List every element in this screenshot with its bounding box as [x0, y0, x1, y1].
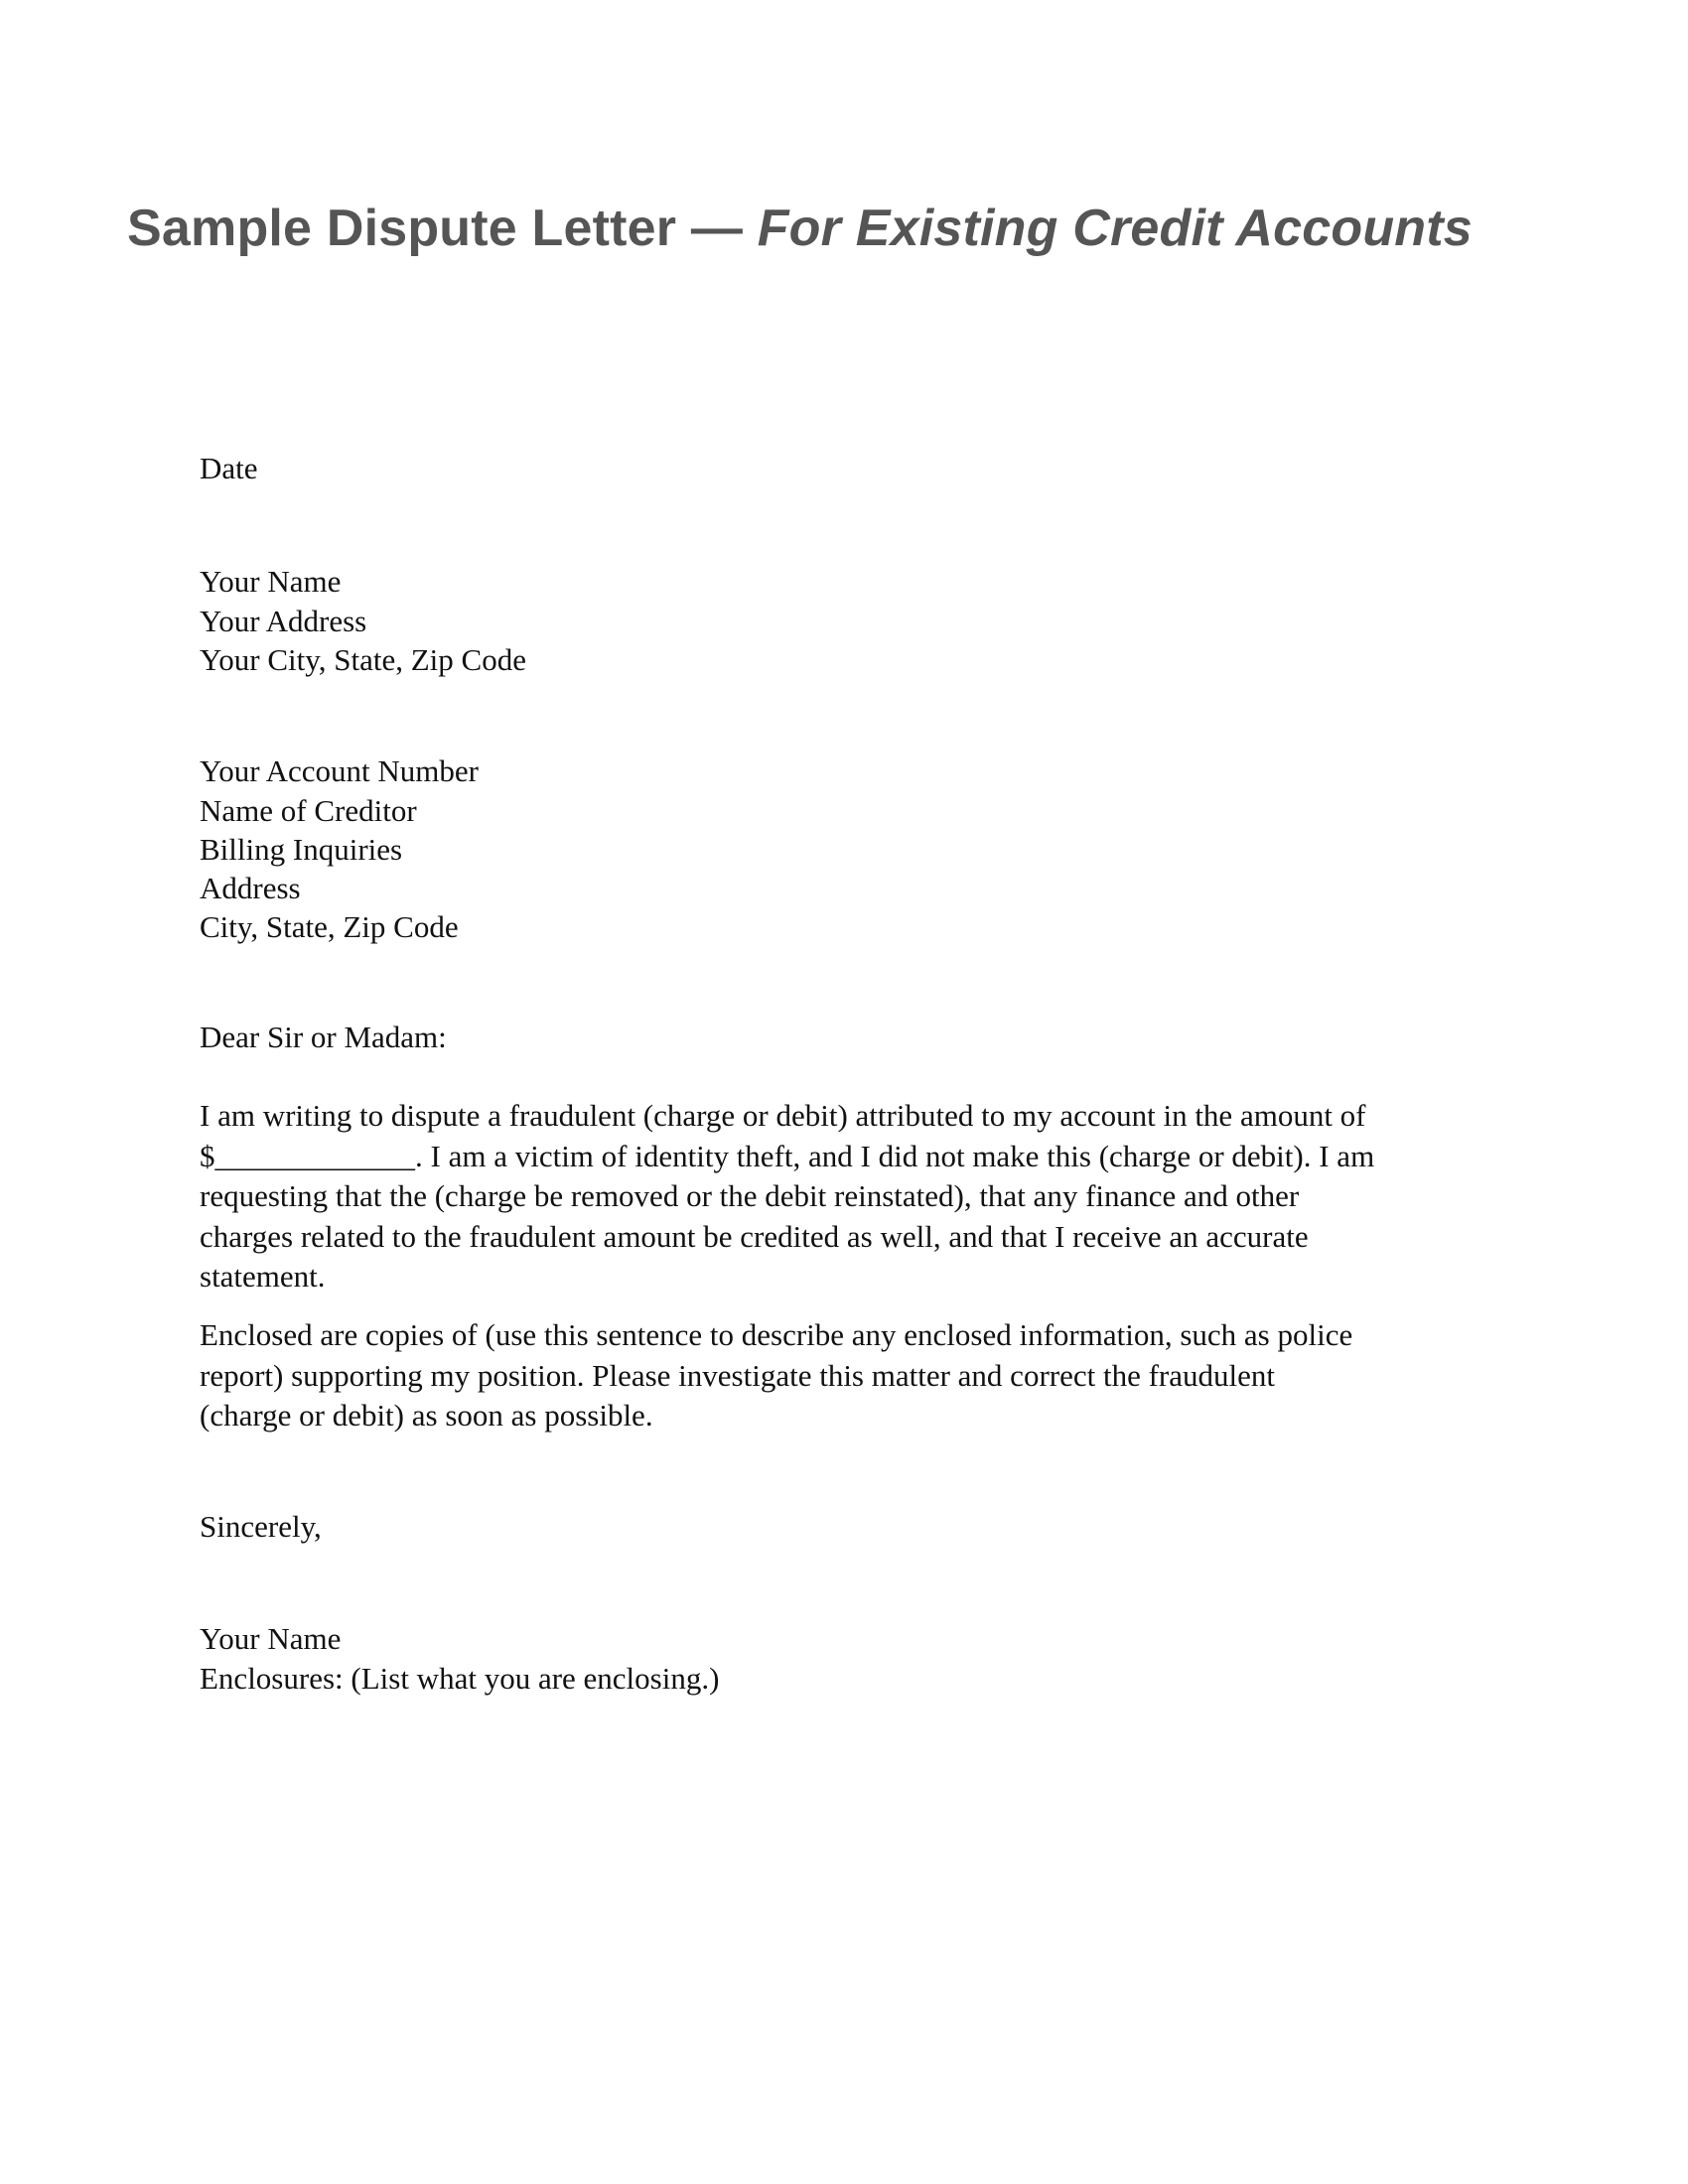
creditor-department: Billing Inquiries — [200, 832, 403, 867]
paragraph-line: I am writing to dispute a fraudulent (charge or debit) attributed to my account in the amount of — [200, 1098, 1366, 1133]
signature-name: Your Name — [200, 1621, 342, 1656]
title-main: Sample Dispute Letter — — [127, 200, 758, 257]
paragraph-line: $_____________. I am a victim of identity theft, and I did not make this (charge or debit). I am — [200, 1138, 1375, 1173]
creditor-name: Name of Creditor — [200, 793, 417, 828]
enclosures-line: Enclosures: (List what you are enclosing.) — [200, 1661, 720, 1696]
sender-address: Your Address — [200, 604, 367, 638]
salutation: Dear Sir or Madam: — [200, 1020, 447, 1054]
account-number: Your Account Number — [200, 753, 479, 788]
body-paragraph-1 — [200, 1096, 1451, 1297]
paragraph-line: requesting that the (charge be removed or the debit reinstated), that any finance and other — [200, 1178, 1300, 1213]
creditor-city-state-zip: City, State, Zip Code — [200, 909, 459, 944]
sender-name: Your Name — [200, 564, 342, 599]
paragraph-line: Enclosed are copies of (use this sentence to describe any enclosed information, such as police — [200, 1317, 1353, 1352]
closing: Sincerely, — [200, 1509, 322, 1544]
paragraph-line: (charge or debit) as soon as possible. — [200, 1398, 653, 1433]
paragraph-line: statement. — [200, 1259, 326, 1294]
body-paragraph-2 — [200, 1315, 1451, 1436]
paragraph-line: charges related to the fraudulent amount be credited as well, and that I receive an accurate — [200, 1218, 1309, 1254]
date-line: Date — [200, 451, 258, 485]
page-title — [127, 199, 1473, 258]
creditor-address: Address — [200, 871, 301, 905]
paragraph-line: report) supporting my position. Please investigate this matter and correct the fraudulent — [200, 1357, 1275, 1393]
sender-city-state-zip: Your City, State, Zip Code — [200, 642, 526, 677]
title-subtitle: For Existing Credit Accounts — [757, 200, 1473, 257]
